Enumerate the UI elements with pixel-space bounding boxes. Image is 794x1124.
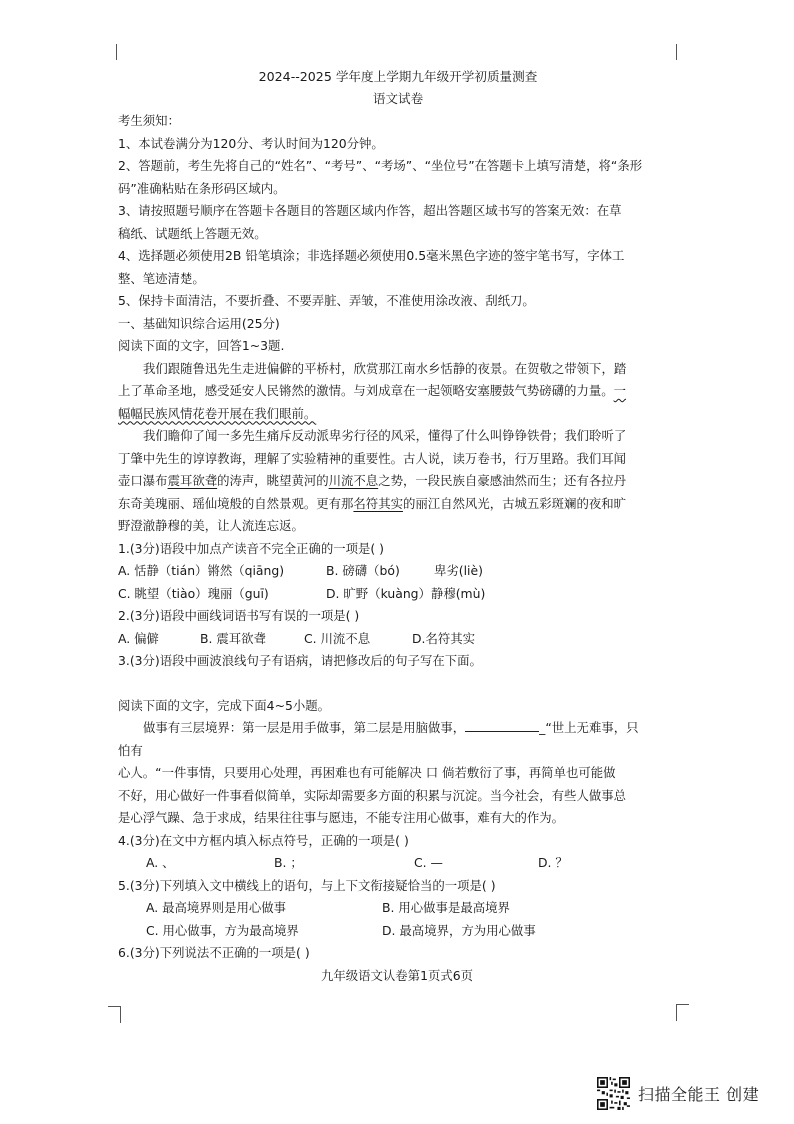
- passage-line: [118, 717, 678, 740]
- wavy-underlined-text: 幅幅民族风情花卷开展在我们眼前。: [118, 405, 317, 421]
- passage-text: 的丽江自然风光，古城五彩斑斓的夜和旷: [402, 495, 627, 511]
- notice-line: 3、请按照题号顺序在答题卡各题目的答题区域内作答，超出答题区域书写的答案无效：在草: [118, 203, 622, 218]
- question-1-options-row: [118, 560, 678, 583]
- passage-line: 心人。“一件事情，只要用心处理，再困难也有可能解决 口 倘若敷衍了事，再简单也可能做: [118, 765, 616, 780]
- option: D. 旷野（kuàng）静穆(mù): [326, 585, 486, 601]
- notice-line: 码”准确粘贴在条形码区域内。: [118, 180, 286, 196]
- option: C. 用心做事，方为最高境界: [146, 922, 299, 938]
- notice-line: 5、保持卡面清洁，不要折叠、不要弄脏、弄皱，不准使用涂改液、刮纸刀。: [118, 293, 535, 308]
- notice-line: 稿纸、试题纸上答题无效。: [118, 225, 267, 241]
- question-6: 6.(3分)下列说法不正确的一项是( ): [118, 945, 310, 960]
- question-1: 1.(3分)语段中加点产读音不完全正确的一项是( ): [118, 540, 385, 556]
- reading-intro: 阅读下面的文字，回答1~3题.: [118, 338, 285, 353]
- question-5-options-row: [118, 897, 678, 920]
- crop-mark-top-right: [676, 44, 689, 60]
- option: C. 眺望（tiào）瑰丽（guī): [118, 585, 269, 601]
- answer-space: [118, 673, 678, 695]
- option: 卑劣(liè): [434, 563, 483, 578]
- option: C. 川流不息: [304, 630, 371, 646]
- passage-line: 野澄澈静穆的美，让人流连忘返。: [118, 518, 304, 533]
- notice-heading: 考生须知：: [118, 113, 180, 128]
- option: D. ？: [538, 855, 568, 870]
- passage-line: [118, 470, 678, 493]
- question-5-options-row: [118, 920, 678, 943]
- option: A. 、: [146, 855, 175, 870]
- qr-code-icon: [597, 1077, 630, 1110]
- passage-line: [118, 380, 678, 403]
- option: A. 最高境界则是用心做事: [146, 900, 287, 915]
- section-heading: 一、基础知识综合运用(25分): [118, 315, 280, 331]
- passage-line: 是心浮气躁、急于求成，结果往往事与愿违，不能专注用心做事，难有大的作为。: [118, 810, 565, 825]
- question-4: 4.(3分)在文中方框内填入标点符号，正确的一项是( ): [118, 832, 409, 848]
- passage-text: 上了革命圣地，感受延安人民锵然的激情。与刘成章在一起领略安塞腰鼓气势磅礴的力量。: [118, 383, 614, 398]
- notice-line: 1、本试卷满分为120分、考认时间为120分钟。: [118, 135, 384, 151]
- notice-line: 4、选择题必须使用2B 铅笔填涂；非选择题必须使用0.5毫米黑色字迹的签宇笔书写，字体工: [118, 248, 625, 263]
- question-5: 5.(3分)下列填入文中横线上的语句，与上下文衔接疑恰当的一项是( ): [118, 877, 496, 893]
- page-footer: 九年级语文认卷第1页式6页: [320, 968, 474, 983]
- exam-page: [118, 66, 678, 965]
- question-3: 3.(3分)语段中画波浪线句子有语病，请把修改后的句子写在下面。: [118, 653, 482, 668]
- fill-in-blank: [465, 717, 539, 732]
- wavy-underlined-text: 一: [613, 383, 627, 398]
- notice-line: 2、答题前，考生先将自己的“姓名”、“考号”、“考场”、“坐位号”在答题卡上填写清楚，将“条形: [118, 158, 643, 173]
- passage-line: 怕有: [118, 742, 143, 758]
- scanner-watermark: [597, 1076, 759, 1110]
- underlined-word: 名符其实: [353, 495, 403, 511]
- passage-text: 壶口瀑布: [118, 473, 168, 488]
- passage-text: 之势，一段民族自豪感油然而生；还有各拉丹: [378, 473, 627, 488]
- option: B. 磅礴（bó): [326, 563, 400, 578]
- watermark-text: 扫描全能王 创建: [638, 1084, 760, 1104]
- option: B. ；: [274, 855, 303, 870]
- passage-text: 的涛声，眺望黄河的: [217, 473, 329, 488]
- crop-mark-bottom-right: [676, 1004, 689, 1021]
- underlined-word: 震耳欲聋: [167, 473, 218, 488]
- option: A. 偏僻: [118, 630, 159, 646]
- question-2: 2.(3分)语段中画线词语书写有误的一项是( ): [118, 608, 360, 623]
- notice-line: 整、笔迹清楚。: [118, 270, 205, 286]
- underlined-word: 川流不息: [328, 473, 379, 488]
- question-4-options-row: [118, 852, 678, 875]
- option: A. 恬静（tián）锵然（qiāng): [118, 563, 285, 578]
- passage-line: 丁肇中先生的谆谆教诲，理解了实验精神的重要性。古人说，读万卷书，行万里路。我们耳闻: [118, 450, 627, 466]
- crop-mark-bottom-left: [108, 1006, 121, 1023]
- passage-text: 东奇美瑰丽、瑶仙境般的自然景观。更有那: [118, 495, 354, 511]
- passage-text: 做事有三层境界：第一层是用手做事，第二层是用脑做事，: [143, 720, 466, 735]
- exam-subtitle: 语文试卷: [372, 91, 424, 106]
- passage-line: 不好，用心做好一件事看似简单，实际却需要多方面的积累与沉淀。当今社会，有些人做事总: [118, 787, 627, 803]
- passage-line: [118, 403, 678, 426]
- passage-line: 我们瞻仰了闻一多先生痛斥反动派卑劣行径的风采，懂得了什么叫铮铮铁骨；我们聆听了: [143, 428, 627, 443]
- question-2-options-row: [118, 628, 678, 651]
- option: C. —: [414, 855, 443, 870]
- passage-line: 我们跟随鲁迅先生走进偏僻的平桥村，欣赏那江南水乡恬静的夜景。在贺敬之带领下，踏: [143, 360, 627, 376]
- passage-line: [118, 493, 678, 516]
- exam-title: 2024--2025 学年度上学期九年级开学初质量测查: [258, 69, 538, 84]
- option: D.名符其实: [412, 630, 476, 646]
- question-1-options-row: [118, 583, 678, 606]
- crop-mark-top-left: [116, 44, 129, 60]
- option: D. 最高境界，方为用心做事: [382, 922, 536, 938]
- reading-intro: 阅读下面的文字，完成下面4~5小题。: [118, 697, 331, 713]
- option: B. 用心做事是最高境界: [382, 900, 510, 915]
- passage-text: _“世上无难事，只: [539, 720, 639, 735]
- option: B. 震耳欲聋: [200, 630, 266, 646]
